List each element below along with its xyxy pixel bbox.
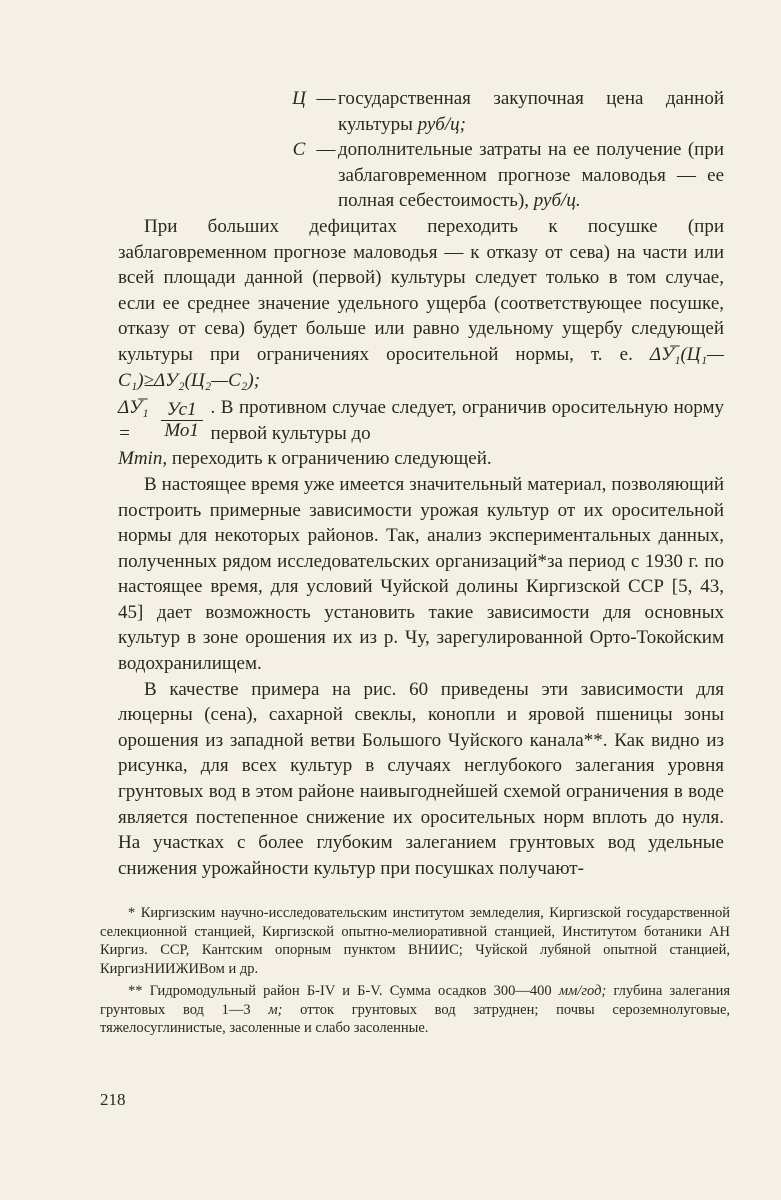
definition-dash: — (316, 139, 336, 161)
fraction-numerator: Ус1 (161, 400, 203, 421)
footnote-unit: м; (268, 1001, 283, 1018)
footnote: * Киргизским научно-исследовательским институтом земледелия, Киргизской государственной селекционной станцией, Киргизской опытно-мелиоративной станцией, Институтом ботаники АН Киргиз. ССР, Кантским опорным пунктом ВНИИС; Чуйской лубяной опытной станцией, КиргизНИИЖИВом и др. (100, 905, 730, 977)
definition-unit: руб/ц; (417, 113, 466, 135)
fraction-denominator: Мо1 (164, 420, 199, 442)
formula-end-text: переходить к ограничению следующей. (171, 448, 492, 470)
paragraph: В качестве примера на рис. 60 приведены эти зависимости для люцерны (сена), сахарной свеклы, конопли и яровой пшеницы зоны орошения из западной ветви Большого Чуйского канала**. Как видно из рисунка, для всех культур в случаях неглубокого залегания уровня грунтовых вод в этом районе наивыгоднейшей схемой ограничения в воде является постепенное снижение их оросительных норм вплоть до нуля. На участках с более глубоким залеганием грунтовых вод удельные снижения урожайности культур при посушках получают- (118, 678, 724, 879)
footnote-text: отток грунтовых вод затруднен; почвы сероземнолуговые, тяжелосуглинистые, засоленные и слабо засоленные. (100, 1001, 731, 1036)
definition-item (284, 86, 724, 137)
paragraph: В настоящее время уже имеется значительный материал, позволяющий построить примерные зависимости урожая культур от их оросительной нормы для некоторых районов. Так, анализ экспериментальных данных, полученных рядом исследовательских организаций*за период с 1930 г. по настоящее время, для условий Чуйской долины Киргизской ССР [5, 43, 45] дает возможность установить такие зависимости для основных культур в зоне орошения их из р. Чу, зарегулированной Орто-Токойским водохранилищем. (118, 473, 724, 675)
footnote-unit: мм/год; (558, 983, 607, 999)
mmin-symbol: Mmin, (118, 448, 168, 470)
formula-after-text: . В противном случае следует, ограничив оросительную норму первой культуры до (210, 397, 724, 444)
inequality-formula: ΔУ̅₁(Ц₁—С₁)≥ΔУ₂(Ц₂—С₂); (118, 343, 724, 391)
fraction (161, 400, 203, 441)
paragraph-continuation (118, 446, 724, 472)
definitions-list (284, 86, 724, 214)
definition-item (284, 137, 724, 214)
paragraph (118, 214, 724, 393)
footnote-text: ** Гидромодульный район Б-IV и Б-V. Сумма осадков 300—400 (128, 983, 552, 999)
definition-dash: — (316, 88, 336, 109)
definition-unit: руб/ц. (533, 190, 581, 212)
main-text (118, 86, 724, 881)
definition-symbol: С (292, 139, 306, 161)
footnote (100, 982, 730, 1038)
definition-text: дополнительные затраты на ее получение (при заблаговременном прогнозе маловодья — ее полная себестоимость), (338, 139, 724, 212)
footnotes (100, 904, 730, 1042)
formula-line (118, 395, 724, 446)
definition-text: государственная закупочная цена данной культуры (338, 88, 724, 135)
paragraph-text: При больших дефицитах переходить к посушке (при заблаговременном прогнозе маловодья — к отказу от сева) на части или всей площади данной (первой) культуры следует только в том случае, если ее среднее значение удельного ущерба (соответствующее посушке, отказу от сева) будет больше или равно удельному ущербу следующей культуры при ограничениях оросительной нормы, т. е. (118, 215, 724, 365)
definition-symbol: Ц (292, 88, 306, 109)
formula-lhs: ΔУ̅₁ = (118, 397, 149, 444)
page-number: 218 (100, 1090, 126, 1109)
footnote-text: глубина залегания грунтовых вод 1—3 (100, 983, 731, 1018)
